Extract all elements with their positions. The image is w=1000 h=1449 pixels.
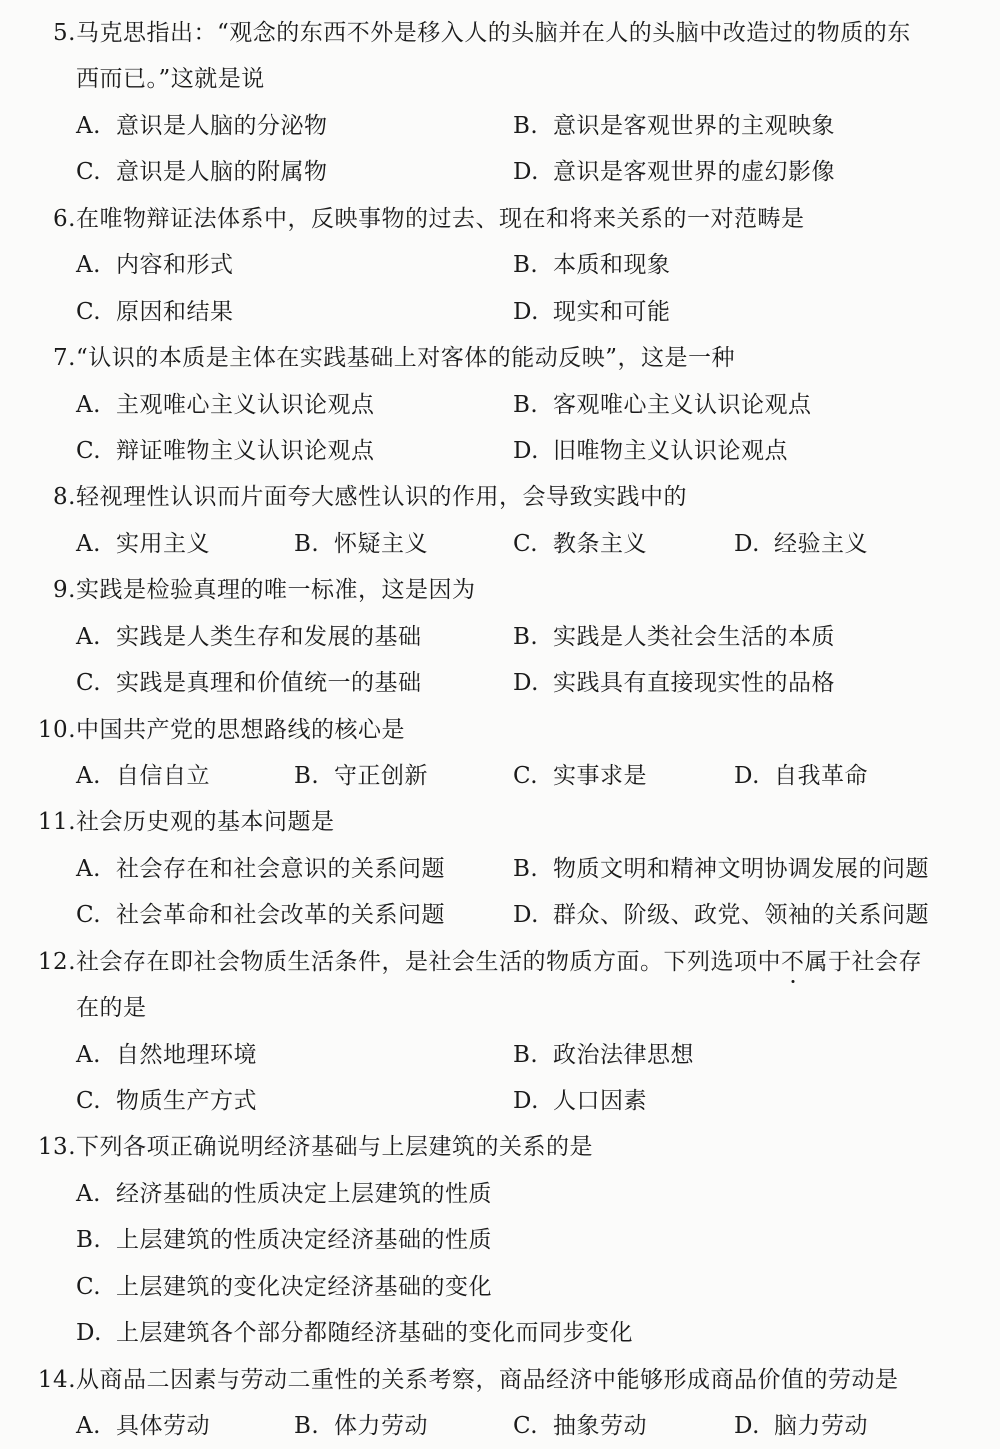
question-number: 11. [37, 809, 76, 835]
option-text: 意识是人脑的分泌物 [116, 113, 328, 139]
option-text: 自然地理环境 [116, 1042, 257, 1068]
option-text: 体力劳动 [334, 1413, 428, 1439]
option-text: 上层建筑各个部分都随经济基础的变化而同步变化 [116, 1320, 633, 1346]
question-number: 13. [37, 1134, 76, 1160]
option-text: 意识是客观世界的主观映象 [553, 113, 835, 139]
question-6-stem [40, 204, 805, 234]
stem-text: 下列各项正确说明经济基础与上层建筑的关系的是 [76, 1134, 593, 1160]
option-letter: B. [513, 624, 539, 650]
question-number: 7. [53, 345, 76, 371]
option-text: 现实和可能 [553, 299, 671, 325]
option-letter: C. [76, 159, 102, 185]
stem-text: 社会存在即社会物质生活条件，是社会生活的物质方面。下列选项中 [76, 949, 781, 975]
question-9-option-c [76, 668, 422, 698]
question-14-option-c [513, 1411, 647, 1441]
option-letter: D. [513, 159, 539, 185]
option-text: 人口因素 [553, 1088, 647, 1114]
stem-text: 中国共产党的思想路线的核心是 [76, 717, 405, 743]
question-9-option-a [76, 622, 422, 652]
stem-text: 从商品二因素与劳动二重性的关系考察，商品经济中能够形成商品价值的劳动是 [76, 1367, 899, 1393]
option-letter: D. [734, 531, 760, 557]
question-5-option-a [76, 111, 328, 141]
question-11-stem [22, 807, 335, 837]
option-letter: A. [76, 531, 101, 557]
option-letter: D. [734, 763, 760, 789]
question-13-stem [22, 1132, 593, 1162]
option-text: 上层建筑的变化决定经济基础的变化 [116, 1274, 492, 1300]
stem-text-tail: 属于社会存 [804, 949, 922, 975]
question-7-option-a [76, 390, 375, 420]
option-text: 上层建筑的性质决定经济基础的性质 [116, 1227, 492, 1253]
question-8-option-a [76, 529, 210, 559]
option-letter: C. [76, 670, 102, 696]
question-5-option-b [513, 111, 835, 141]
question-12-option-a [76, 1040, 257, 1070]
option-text: 实践是人类生存和发展的基础 [116, 624, 422, 650]
option-letter: C. [76, 1274, 102, 1300]
stem-text: 马克思指出：“观念的东西不外是移入人的头脑并在人的头脑中改造过的物质的东 [76, 20, 911, 46]
option-text: 内容和形式 [116, 252, 234, 278]
option-text: 主观唯心主义认识论观点 [116, 392, 375, 418]
question-7-option-c [76, 436, 375, 466]
question-number: 6. [53, 206, 76, 232]
question-10-stem [22, 715, 405, 745]
question-11-option-c [76, 900, 445, 930]
option-text: 实践是真理和价值统一的基础 [116, 670, 422, 696]
question-11-option-b [513, 854, 929, 884]
option-letter: B. [513, 1042, 539, 1068]
option-text: 抽象劳动 [553, 1413, 647, 1439]
option-letter: D. [513, 1088, 539, 1114]
option-text: 实践具有直接现实性的品格 [553, 670, 835, 696]
option-letter: C. [76, 438, 102, 464]
option-letter: C. [513, 1413, 539, 1439]
option-letter: D. [513, 438, 539, 464]
question-7-option-b [513, 390, 812, 420]
option-letter: A. [76, 392, 101, 418]
option-letter: A. [76, 763, 101, 789]
option-text: 实践是人类社会生活的本质 [553, 624, 835, 650]
question-number: 5. [53, 20, 76, 46]
option-text: 自信自立 [116, 763, 210, 789]
question-9-stem [40, 575, 476, 605]
stem-text: “认识的本质是主体在实践基础上对客体的能动反映”，这是一种 [76, 345, 736, 371]
option-text: 实事求是 [553, 763, 647, 789]
option-letter: A. [76, 113, 101, 139]
option-text: 辩证唯物主义认识论观点 [116, 438, 375, 464]
question-12-option-d [513, 1086, 647, 1116]
option-letter: C. [513, 763, 539, 789]
option-text: 自我革命 [774, 763, 868, 789]
stem-text: 实践是检验真理的唯一标准，这是因为 [76, 577, 476, 603]
option-text: 意识是人脑的附属物 [116, 159, 328, 185]
option-text: 群众、阶级、政党、领袖的关系问题 [553, 902, 929, 928]
question-13-option-b [76, 1225, 492, 1255]
option-text: 物质生产方式 [116, 1088, 257, 1114]
question-5-stem [40, 18, 911, 48]
option-letter: B. [294, 531, 320, 557]
question-12-option-c [76, 1086, 257, 1116]
option-letter: B. [294, 763, 320, 789]
question-14-stem [22, 1365, 899, 1395]
option-letter: A. [76, 252, 101, 278]
option-letter: D. [734, 1413, 760, 1439]
option-letter: D. [513, 902, 539, 928]
question-14-option-a [76, 1411, 210, 1441]
question-8-option-b [294, 529, 428, 559]
option-text: 实用主义 [116, 531, 210, 557]
question-14-option-b [294, 1411, 428, 1441]
option-letter: B. [513, 392, 539, 418]
question-11-option-d [513, 900, 929, 930]
question-12-option-b [513, 1040, 694, 1070]
question-10-option-a [76, 761, 210, 791]
option-letter: B. [76, 1227, 102, 1253]
question-number: 8. [53, 484, 76, 510]
option-text: 本质和现象 [553, 252, 671, 278]
option-letter: C. [76, 1088, 102, 1114]
stem-text: 社会历史观的基本问题是 [76, 809, 335, 835]
question-7-option-d [513, 436, 788, 466]
question-12-stem-cont: 在的是 [76, 995, 147, 1021]
question-13-option-c [76, 1272, 492, 1302]
question-6-option-c [76, 297, 234, 327]
option-letter: A. [76, 1413, 101, 1439]
option-letter: A. [76, 624, 101, 650]
question-8-stem [40, 482, 687, 512]
option-letter: D. [513, 299, 539, 325]
option-text: 物质文明和精神文明协调发展的问题 [553, 856, 929, 882]
option-letter: D. [76, 1320, 102, 1346]
option-text: 怀疑主义 [334, 531, 428, 557]
question-10-option-d [734, 761, 868, 791]
option-text: 社会革命和社会改革的关系问题 [116, 902, 445, 928]
question-8-option-d [734, 529, 868, 559]
option-letter: B. [513, 252, 539, 278]
question-number: 12. [37, 949, 76, 975]
question-13-option-d [76, 1318, 633, 1348]
question-10-option-b [294, 761, 428, 791]
option-letter: C. [513, 531, 539, 557]
question-7-stem [40, 343, 735, 373]
question-6-option-b [513, 250, 671, 280]
question-5-option-d [513, 157, 835, 187]
option-text: 客观唯心主义认识论观点 [553, 392, 812, 418]
option-letter: D. [513, 670, 539, 696]
question-9-option-d [513, 668, 835, 698]
question-number: 10. [37, 717, 76, 743]
option-letter: B. [513, 856, 539, 882]
question-5-option-c [76, 157, 328, 187]
question-6-option-a [76, 250, 234, 280]
question-14-option-d [734, 1411, 868, 1441]
question-number: 14. [37, 1367, 76, 1393]
option-text: 旧唯物主义认识论观点 [553, 438, 788, 464]
emphasized-word: 不 [781, 949, 805, 975]
option-text: 脑力劳动 [774, 1413, 868, 1439]
option-letter: A. [76, 856, 101, 882]
option-letter: C. [76, 902, 102, 928]
question-number: 9. [53, 577, 76, 603]
option-text: 经验主义 [774, 531, 868, 557]
stem-text: 在唯物辩证法体系中，反映事物的过去、现在和将来关系的一对范畴是 [76, 206, 805, 232]
question-10-option-c [513, 761, 647, 791]
question-13-option-a [76, 1179, 492, 1209]
option-text: 教条主义 [553, 531, 647, 557]
option-text: 具体劳动 [116, 1413, 210, 1439]
option-text: 意识是客观世界的虚幻影像 [553, 159, 835, 185]
option-text: 社会存在和社会意识的关系问题 [116, 856, 445, 882]
option-text: 守正创新 [334, 763, 428, 789]
option-letter: B. [294, 1413, 320, 1439]
option-text: 政治法律思想 [553, 1042, 694, 1068]
question-9-option-b [513, 622, 835, 652]
option-text: 原因和结果 [116, 299, 234, 325]
question-12-stem [22, 947, 922, 977]
option-letter: C. [76, 299, 102, 325]
question-6-option-d [513, 297, 671, 327]
question-8-option-c [513, 529, 647, 559]
option-letter: B. [513, 113, 539, 139]
option-letter: A. [76, 1181, 101, 1207]
stem-text: 轻视理性认识而片面夸大感性认识的作用，会导致实践中的 [76, 484, 687, 510]
option-letter: A. [76, 1042, 101, 1068]
option-text: 经济基础的性质决定上层建筑的性质 [116, 1181, 492, 1207]
question-11-option-a [76, 854, 445, 884]
question-5-stem-cont: 西而已。”这就是说 [76, 66, 265, 92]
